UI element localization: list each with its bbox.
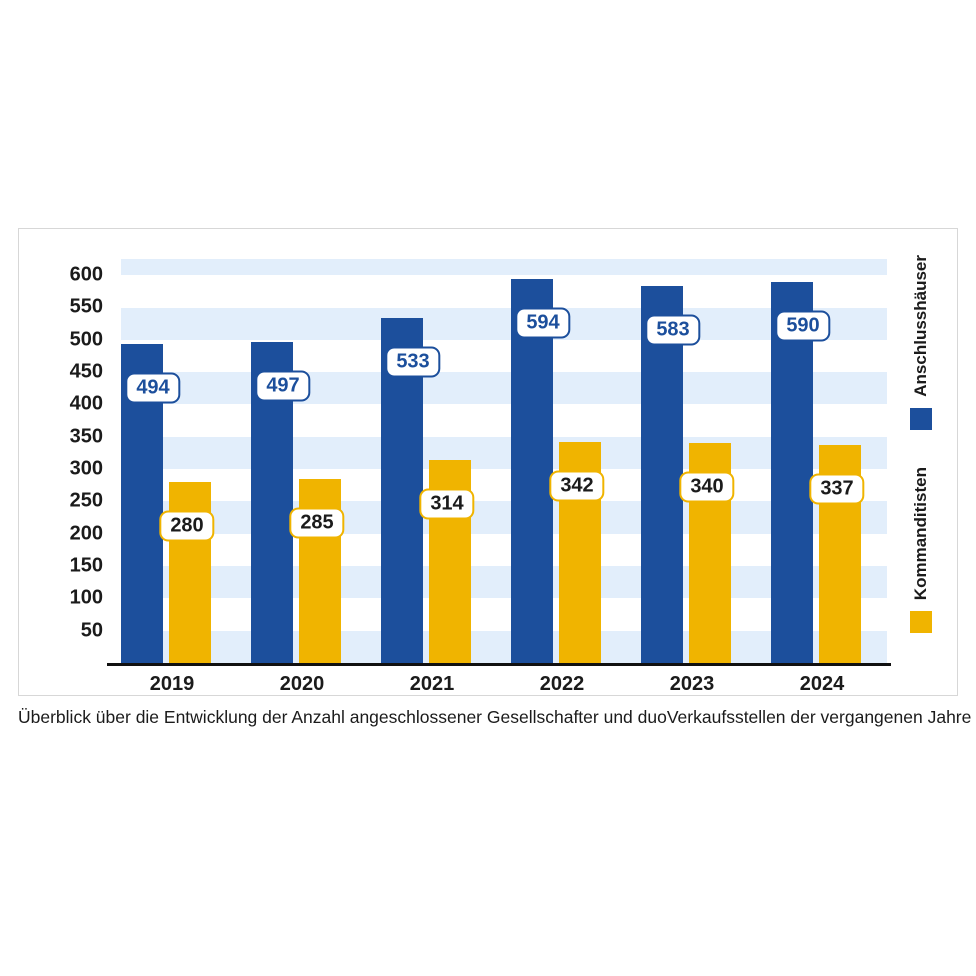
legend-swatch-kommanditisten — [910, 611, 932, 633]
data-label-anschlusshaeuser: 533 — [385, 347, 440, 378]
y-axis-tick-label: 600 — [69, 263, 103, 286]
legend-label-kommanditisten: Kommanditisten — [911, 467, 930, 601]
legend-label-anschlusshaeuser: Anschlusshäuser — [911, 255, 930, 397]
data-label-anschlusshaeuser: 590 — [775, 310, 830, 341]
bar-group — [237, 259, 367, 663]
bar-group — [107, 259, 237, 663]
y-axis-tick-label: 50 — [80, 619, 103, 642]
legend-entry-kommanditisten — [893, 467, 949, 633]
data-label-anschlusshaeuser: 583 — [645, 315, 700, 346]
chart-figure — [18, 228, 958, 696]
y-axis-tick-label: 500 — [69, 328, 103, 351]
bar-kommanditisten — [169, 482, 211, 663]
data-label-kommanditisten: 342 — [549, 470, 604, 501]
y-axis — [19, 259, 103, 663]
y-axis-tick-label: 250 — [69, 489, 103, 512]
bar-group — [367, 259, 497, 663]
x-axis-tick-label: 2023 — [669, 673, 715, 695]
data-label-anschlusshaeuser: 594 — [515, 308, 570, 339]
legend-swatch-anschlusshaeuser — [910, 408, 932, 430]
y-axis-tick-label: 400 — [69, 392, 103, 415]
y-axis-tick-label: 300 — [69, 457, 103, 480]
x-axis-line — [107, 663, 891, 666]
y-axis-tick-label: 150 — [69, 554, 103, 577]
y-axis-tick-label: 350 — [69, 425, 103, 448]
chart-legend — [893, 255, 949, 667]
x-axis-tick-label: 2021 — [409, 673, 455, 695]
x-axis-tick-label: 2022 — [539, 673, 585, 695]
y-axis-tick-label: 200 — [69, 522, 103, 545]
x-axis-tick-label: 2020 — [279, 673, 325, 695]
y-axis-tick-label: 450 — [69, 360, 103, 383]
data-label-kommanditisten: 314 — [419, 489, 474, 520]
y-axis-tick-label: 100 — [69, 586, 103, 609]
plot-area — [107, 259, 887, 663]
x-axis-tick-label: 2019 — [149, 673, 195, 695]
legend-entry-anschlusshaeuser — [893, 255, 949, 430]
data-label-kommanditisten: 280 — [159, 511, 214, 542]
x-axis-tick-label: 2024 — [799, 673, 845, 695]
data-label-kommanditisten: 337 — [809, 474, 864, 505]
data-label-kommanditisten: 340 — [679, 472, 734, 503]
data-label-anschlusshaeuser: 497 — [255, 370, 310, 401]
data-label-kommanditisten: 285 — [289, 507, 344, 538]
y-axis-tick-label: 550 — [69, 295, 103, 318]
data-label-anschlusshaeuser: 494 — [125, 372, 180, 403]
figure-caption: Überblick über die Entwicklung der Anzahl angeschlossener Gesellschafter und duoVerkaufsstellen der vergangenen Jahre — [18, 707, 972, 727]
